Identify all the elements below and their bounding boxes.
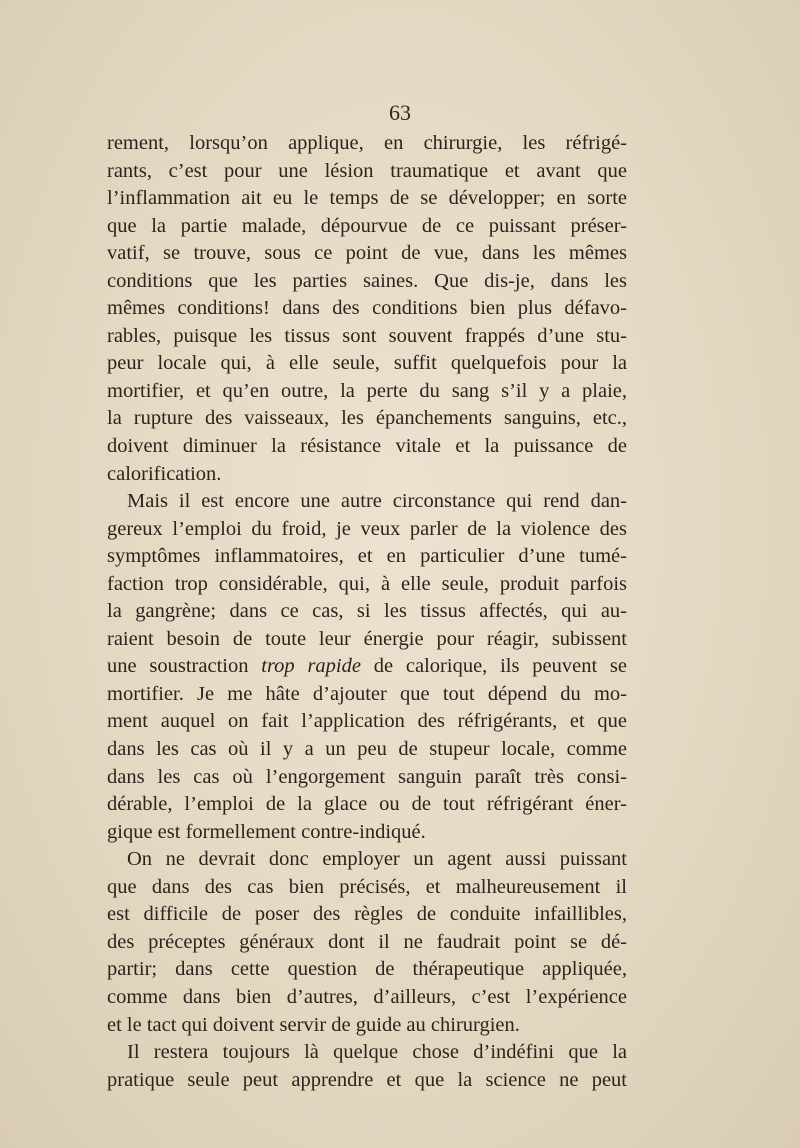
text-line: rables, puisque les tissus sont souvent frappés d’une stu- <box>107 324 627 347</box>
text-line: conditions que les parties saines. Que dis-je, dans les <box>107 269 627 292</box>
text-line: et le tact qui doivent servir de guide au chirurgien. <box>107 1013 520 1036</box>
text-line: Mais il est encore une autre circonstance qui rend dan- <box>127 490 627 513</box>
text-segment: de calorique, ils peuvent se <box>360 655 628 678</box>
text-line: raient besoin de toute leur énergie pour réagir, subissent <box>107 627 627 650</box>
text-line: mortifier, et qu’en outre, la perte du sang s’il y a plaie, <box>107 379 627 402</box>
text-line: que dans des cas bien précisés, et malheureusement il <box>107 875 627 898</box>
text-line: la rupture des vaisseaux, les épanchements sanguins, etc., <box>107 407 627 430</box>
text-line: faction trop considérable, qui, à elle seule, produit parfois <box>107 572 627 595</box>
text-line: gereux l’emploi du froid, je veux parler de la violence des <box>107 517 627 540</box>
text-line: partir; dans cette question de thérapeutique appliquée, <box>107 958 627 981</box>
text-line: mêmes conditions! dans des conditions bien plus défavo- <box>107 297 627 320</box>
text-line: pratique seule peut apprendre et que la science ne peut <box>107 1068 627 1091</box>
text-line: calorification. <box>107 462 222 485</box>
text-line: rants, c’est pour une lésion traumatique et avant que <box>107 159 627 182</box>
text-line: est difficile de poser des règles de conduite infaillibles, <box>107 903 627 926</box>
text-line: mortifier. Je me hâte d’ajouter que tout dépend du mo- <box>107 682 627 705</box>
text-line: rement, lorsqu’on applique, en chirurgie, les réfrigé- <box>107 132 627 154</box>
italic-segment: trop rapide <box>261 655 361 678</box>
text-line: comme dans bien d’autres, d’ailleurs, c’est l’expérience <box>107 985 627 1008</box>
body-text <box>107 130 627 1094</box>
text-line: des préceptes généraux dont il ne faudrait point se dé- <box>107 930 627 953</box>
text-line: symptômes inflammatoires, et en particulier d’une tumé- <box>107 545 627 568</box>
page-number: 63 <box>389 100 411 125</box>
text-line: Il restera toujours là quelque chose d’indéfini que la <box>127 1041 627 1064</box>
text-line: dans les cas où il y a un peu de stupeur locale, comme <box>107 738 627 761</box>
text-line: la gangrène; dans ce cas, si les tissus affectés, qui au- <box>107 600 627 623</box>
text-line: gique est formellement contre-indiqué. <box>107 820 426 843</box>
text-line: que la partie malade, dépourvue de ce puissant préser- <box>107 214 627 237</box>
text-line: vatif, se trouve, sous ce point de vue, dans les mêmes <box>107 242 627 265</box>
text-line: dans les cas où l’engorgement sanguin paraît très consi- <box>107 765 627 788</box>
text-line: ment auquel on fait l’application des réfrigérants, et que <box>107 710 627 733</box>
text-line <box>107 653 627 681</box>
text-line: l’inflammation ait eu le temps de se développer; en sorte <box>107 187 627 210</box>
text-line: dérable, l’emploi de la glace ou de tout réfrigérant éner- <box>107 793 627 816</box>
text-line: On ne devrait donc employer un agent aussi puissant <box>127 848 627 871</box>
text-segment: une soustraction <box>107 655 262 678</box>
text-line: doivent diminuer la résistance vitale et la puissance de <box>107 435 627 458</box>
text-line: peur locale qui, à elle seule, suffit quelquefois pour la <box>107 352 627 375</box>
